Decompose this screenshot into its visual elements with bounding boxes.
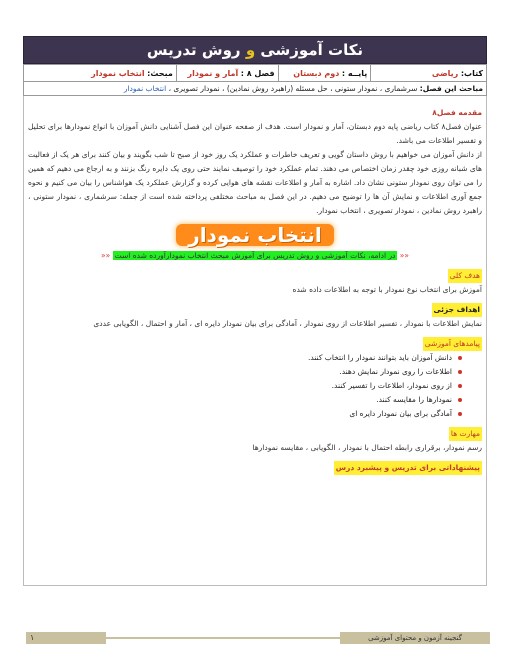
book-label: کتاب:	[460, 68, 483, 78]
arrow-right-icon: ««	[101, 251, 111, 260]
book-value: ریاضی	[431, 68, 459, 78]
topic-value: انتخاب نمودار	[91, 68, 145, 78]
suggestions-heading: پیشنهاداتی برای تدریس و پیشبرد درس	[334, 461, 482, 475]
grade-cell	[278, 65, 371, 82]
goal-partial-text: نمایش اطلاعات با نمودار ، تفسیر اطلاعات از روی نمودار ، آمادگی برای بیان نمودار دایره ای ، آمار و احتمال ، الگویابی عددی	[93, 319, 482, 328]
list-item: آمادگی برای بیان نمودار دایره ای	[28, 407, 462, 421]
title-amp: و	[245, 41, 256, 59]
goal-general-text: آموزش برای انتخاب نوع نمودار با توجه به اطلاعات داده شده	[292, 285, 482, 294]
arrow-left-icon: ««	[399, 251, 409, 260]
footer-bar-left	[26, 632, 106, 644]
grade-value: دوم دبستان	[293, 68, 340, 78]
chapter-label: فصل ۸ :	[240, 68, 275, 78]
intro-paragraph-1: عنوان فصل۸ کتاب ریاضی پایه دوم دبستان، آمار و نمودار است. هدف از صفحه عنوان این فصل آشنایی دانش آموزان با انواع نمودارها برای تحلیل و تفسیر اطلاعات می باشد.	[28, 122, 482, 145]
goal-partial-heading: اهداف جزئی	[432, 303, 482, 317]
topic-cell	[24, 65, 177, 82]
chapter-value: آمار و نمودار	[187, 68, 239, 78]
page-footer	[0, 632, 510, 644]
page-number: ۱	[30, 633, 35, 642]
list-item: اطلاعات را روی نمودار نمایش دهند.	[28, 365, 462, 379]
title-part1: نکات آموزشی	[260, 41, 364, 59]
intro-paragraph-2: از دانش آموزان می خواهیم با روش داستان گویی و تعریف خاطرات و عملکرد یک روز خود از صبح تا شب بگویند و بیان کنند برای هر یک از فعالیت های شبانه روزی خود چقدر زمان اختصاص می دهند. تمام عملکرد خود را توصیف نمایند حتی روی یک دایره رنگ بزنند و به ارجاع می دهیم که همین را می توان روی نمودار ستونی نشان داد. اشاره به آمار و اطلاعات نقشه های هوایی کرده و گزارش عملکرد یک هواشناس را بیان می کنیم و نحوه جمع آوری اطلاعات و نمایش آن ها را توضیح می دهیم. در این فصل به مباحث مختلفی پرداخته شده است از جمله: سرشماری ، نمودار ستونی ، راهبرد روش نمادین ، نمودار تصویری ، انتخاب نمودار.	[28, 150, 482, 215]
intro-note	[28, 249, 482, 263]
content-box	[23, 96, 487, 586]
intro-heading: مقدمه فصل۸	[432, 108, 482, 117]
document-page	[23, 30, 487, 586]
info-table	[23, 64, 487, 82]
grade-label: پایــه :	[341, 68, 368, 78]
topic-badge-wrap	[28, 224, 482, 247]
footer-brand: گنجینه آزمون و محتوای آموزشی	[340, 632, 490, 644]
topics-value: سرشماری ، نمودار ستونی ، حل مسئله (راهبرد روش نمادین) ، نمودار تصویری ،	[168, 84, 418, 93]
topic-label: مبحث:	[147, 68, 173, 78]
skills-heading: مهارت ها	[449, 427, 482, 441]
note-text: در ادامه، نکات آموزشی و روش تدریس برای آموزش مبحث انتخاب نمودارآورده شده است	[114, 251, 396, 260]
topics-link: انتخاب نمودار	[123, 84, 167, 93]
book-cell	[371, 65, 487, 82]
chapter-topics	[23, 82, 487, 96]
list-item: از روی نمودار، اطلاعات را تفسیر کنند.	[28, 379, 462, 393]
skills-text: رسم نمودار، برقراری رابطه احتمال با نمودار ، الگویابی ، مقایسه نمودارها	[252, 443, 482, 452]
goal-general-heading: هدف کلی	[448, 269, 482, 283]
topic-badge: انتخاب نمودار	[176, 224, 334, 246]
chapter-cell	[176, 65, 278, 82]
list-item: نمودارها را مقایسه کنند.	[28, 393, 462, 407]
title-part2: روش تدریس	[146, 41, 241, 59]
learning-list	[28, 351, 482, 421]
topics-label: مباحث این فصل:	[419, 84, 483, 93]
list-item: دانش آموزان باید بتوانند نمودار را انتخاب کنند.	[28, 351, 462, 365]
footer-divider	[106, 637, 340, 639]
page-title-banner	[23, 36, 487, 64]
learning-heading: پیامدهای آموزشی	[423, 337, 482, 351]
